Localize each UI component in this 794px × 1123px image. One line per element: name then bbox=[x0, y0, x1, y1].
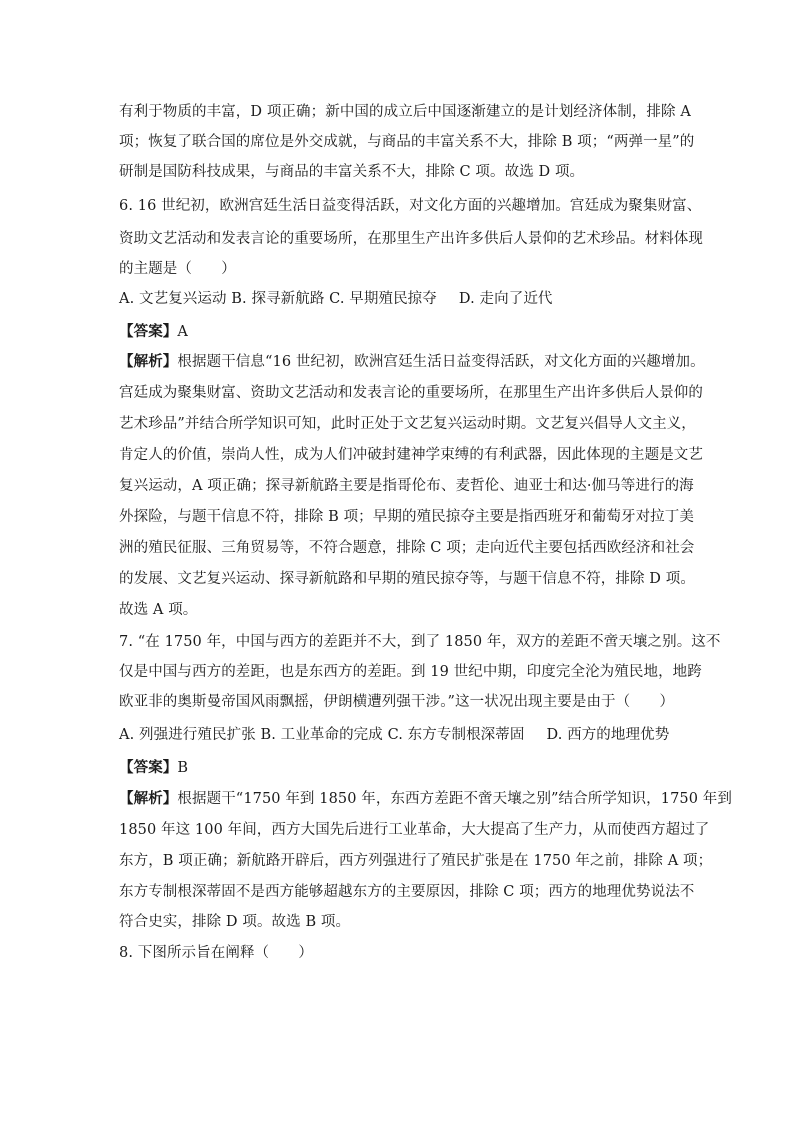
question-7-options bbox=[119, 725, 679, 745]
options-abc: A. 列强进行殖民扩张 B. 工业革命的完成 C. 东方专制根深蒂固 bbox=[119, 727, 525, 743]
answer-tag: 【答案】 bbox=[119, 759, 178, 776]
text-line: 肯定人的价值，崇尚人性，成为人们冲破封建神学束缚的有利武器，因此体现的主题是文艺 bbox=[119, 447, 703, 463]
text-line: 1850 年这 100 年间，西方大国先后进行工业革命，大大提高了生产力，从而使西方超过了 bbox=[119, 822, 710, 838]
analysis-tag: 【解析】 bbox=[119, 353, 178, 370]
text-line: 宫廷成为聚集财富、资助文艺活动和发表言论的重要场所，在那里生产出许多供后人景仰的 bbox=[119, 385, 703, 401]
text-line: 外探险，与题干信息不符，排除 B 项；早期的殖民掠夺主要是指西班牙和葡萄牙对拉丁美 bbox=[119, 509, 694, 525]
analysis-text: 根据题干信息“16 世纪初，欧洲宫廷生活日益变得活跃，对文化方面的兴趣增加。 bbox=[177, 354, 705, 370]
text-line: 项；恢复了联合国的席位是外交成就，与商品的丰富关系不大，排除 B 项；“两弹一星”的 bbox=[119, 134, 695, 150]
text-line: 有利于物质的丰富，D 项正确；新中国的成立后中国逐渐建立的是计划经济体制，排除 A bbox=[119, 104, 691, 120]
text-line: 东方专制根深蒂固不是西方能够超越东方的主要原因，排除 C 项；西方的地理优势说法不 bbox=[119, 884, 695, 900]
text-line: 复兴运动，A 项正确；探寻新航路主要是指哥伦布、麦哲伦、迪亚士和达·伽马等进行的海 bbox=[119, 478, 694, 494]
answer-tag: 【答案】 bbox=[119, 323, 178, 340]
answer-value: A bbox=[177, 324, 188, 340]
option-d: D. 走向了近代 bbox=[458, 291, 553, 307]
question-6-analysis bbox=[119, 352, 705, 372]
question-7-answer bbox=[119, 758, 679, 778]
text-line: 艺术珍品”并结合所学知识可知，此时正处于文艺复兴运动时期。文艺复兴倡导人文主义， bbox=[119, 416, 696, 432]
question-7-stem: 欧亚非的奥斯曼帝国风雨飘摇，伊朗横遭列强干涉。”这一状况出现主要是由于（ ） bbox=[119, 694, 675, 710]
question-6-options bbox=[119, 289, 679, 309]
analysis-text: 根据题干“1750 年到 1850 年，东西方差距不啻天壤之别”结合所学知识，1750 年到 bbox=[177, 791, 732, 807]
analysis-tag: 【解析】 bbox=[119, 790, 178, 807]
question-6-stem: 6. 16 世纪初，欧洲宫廷生活日益变得活跃，对文化方面的兴趣增加。宫廷成为聚集财富、 bbox=[119, 198, 702, 214]
text-line: 符合史实，排除 D 项。故选 B 项。 bbox=[119, 914, 351, 930]
text-line: 洲的殖民征服、三角贸易等，不符合题意，排除 C 项；走向近代主要包括西欧经济和社会 bbox=[119, 540, 695, 556]
answer-value: B bbox=[177, 760, 189, 776]
text-line: 的发展、文艺复兴运动、探寻新航路和早期的殖民掠夺等，与题干信息不符，排除 D 项。 bbox=[119, 571, 695, 587]
question-6-answer bbox=[119, 322, 679, 342]
option-d: D. 西方的地理优势 bbox=[546, 727, 670, 743]
text-line: 研制是国防科技成果，与商品的丰富关系不大，排除 C 项。故选 D 项。 bbox=[119, 164, 585, 180]
text-line: 东方，B 项正确；新航路开辟后，西方列强进行了殖民扩张是在 1750 年之前，排除 A 项； bbox=[119, 853, 713, 869]
text-line: 故选 A 项。 bbox=[119, 602, 198, 618]
question-6-stem: 资助文艺活动和发表言论的重要场所，在那里生产出许多供后人景仰的艺术珍品。材料体现 bbox=[119, 231, 703, 247]
question-7-stem: 7. “在 1750 年，中国与西方的差距并不大，到了 1850 年，双方的差距不啻天壤之别。这不 bbox=[119, 634, 721, 650]
question-8-stem: 8. 下图所示旨在阐释（ ） bbox=[119, 945, 313, 961]
question-7-stem: 仅是中国与西方的差距，也是东西方的差距。到 19 世纪中期，印度完全沦为殖民地，地跨 bbox=[119, 664, 702, 680]
question-7-analysis bbox=[119, 789, 732, 809]
question-6-stem: 的主题是（ ） bbox=[119, 261, 236, 277]
options-abc: A. 文艺复兴运动 B. 探寻新航路 C. 早期殖民掠夺 bbox=[119, 291, 437, 307]
